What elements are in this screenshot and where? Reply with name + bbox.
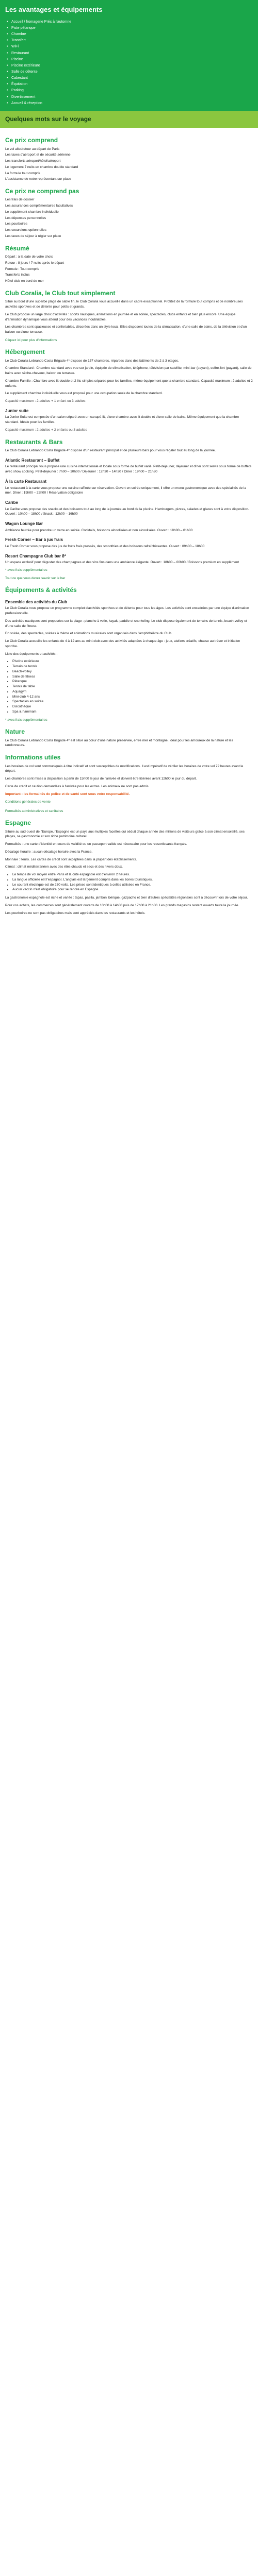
advantage-item: • Restaurant <box>11 50 253 57</box>
equipment-section <box>5 586 253 722</box>
price-section <box>5 187 253 239</box>
accommodation-heading: Hébergement <box>5 348 45 356</box>
price-section-heading: Résumé <box>5 244 29 252</box>
info-heading: Informations utiles <box>5 754 61 761</box>
price-section-line: L'assistance de notre représentant sur place <box>5 177 71 181</box>
equipment-heading: Équipements & activités <box>5 586 77 594</box>
equipment-list <box>5 659 253 714</box>
price-section-line: Formule : Tout compris <box>5 267 39 271</box>
equipment-item: • Spectacles en soirée <box>12 699 253 704</box>
restaurant-text: Le restaurant à la carte vous propose une cuisine raffinée sur réservation. Ouvert en soirée uniquement, il offre un menu gastronomique avec des spécialités de la mer. Dîner : 19h00 – 22h00 / Réservation obligatoire <box>5 486 246 495</box>
equipment-item: • Salle de fitness <box>12 674 253 680</box>
nature-text: Le Club Coralia Lebrando Costa Brigade 4* est situé au cœur d'une nature préservée, entre mer et montagne. Idéal pour les amoureux de la nature et les randonneurs. <box>5 738 233 748</box>
restaurants-back-link[interactable]: Tout ce que vous devez savoir sur le bar <box>5 576 66 580</box>
equipment-subheading: Ensemble des activités du Club <box>5 599 68 604</box>
junior-suite-heading: Junior suite <box>5 408 29 413</box>
equipment-item: • Terrain de tennis <box>12 664 253 669</box>
equipment-list-intro: Liste des équipements et activités : <box>5 652 58 656</box>
accommodation-paragraph: Le supplément chambre individuelle vous est proposé pour une occupation seule de la chambre standard. <box>5 392 163 396</box>
price-section-line: La formule tout compris <box>5 171 40 175</box>
advantage-item: • WiFi <box>11 44 253 50</box>
spain-paragraph: Formalités : une carte d'identité en cours de validité ou un passeport valide est nécessaire pour les ressortissants français. <box>5 842 187 846</box>
price-section-line: Hôtel club en bord de mer <box>5 279 44 283</box>
advantage-item: • Piste pétanque <box>11 25 253 31</box>
club-more-link[interactable]: Cliquez ici pour plus d'informations <box>5 338 57 342</box>
restaurants-heading: Restaurants & Bars <box>5 438 63 446</box>
spain-section <box>5 819 253 916</box>
price-section-line: Le logement 7 nuits en chambre double standard <box>5 165 78 169</box>
price-section <box>5 244 253 284</box>
equipment-note: * avec frais supplémentaires <box>5 718 47 722</box>
spain-bullet: • La langue officielle est l'espagnol. L'anglais est largement compris dans les zones touristiques. <box>12 877 253 883</box>
price-section-line: Les taxes de séjour à régler sur place <box>5 234 61 238</box>
spain-closing: La gastronomie espagnole est riche et variée : tapas, paella, jambon ibérique, gazpacho et bien d'autres spécialités régionales sont à découvrir lors de votre séjour. <box>5 896 248 900</box>
equipment-item: • Spa & hammam <box>12 709 253 715</box>
advantage-item: • Équitation <box>11 81 253 88</box>
equipment-paragraph: Le Club Coralia vous propose un programme complet d'activités sportives et de détente pour tous les âges. Les activités sont encadrées par une équipe d'animation professionnelle. <box>5 606 249 616</box>
junior-suite-capacity: Capacité maximum : 2 adultes + 2 enfants ou 3 adultes <box>5 428 87 432</box>
advantage-item: • Divertissement <box>11 94 253 100</box>
advantage-item: • Piscine <box>11 57 253 63</box>
restaurant-text: Le Caribe vous propose des snacks et des boissons tout au long de la journée au bord de la piscine. Hamburgers, pizzas, salades et glaces sont à votre disposition. Ouvert : 10h00 – 18h00 / Snack : 12h00 – 16h00 <box>5 507 249 516</box>
restaurant-title: Atlantic Restaurant – Buffet <box>5 457 60 463</box>
kids-club-text: Le Club Coralia accueille les enfants de 4 à 12 ans au mini-club avec des activités adaptées à chaque âge : jeux, ateliers créatifs, chasse au trésor et initiation sportive. <box>5 639 240 648</box>
advantage-item: • Chambre <box>11 31 253 38</box>
price-section-line: Les pourboires <box>5 222 27 226</box>
info-section <box>5 753 253 814</box>
price-section-line: Transferts inclus <box>5 273 30 277</box>
advantages-band <box>0 0 258 111</box>
price-section-heading: Ce prix comprend <box>5 137 58 144</box>
price-section <box>5 136 253 182</box>
spain-paragraph: Monnaie : l'euro. Les cartes de crédit sont acceptées dans la plupart des établissements. <box>5 857 137 861</box>
price-section-line: Les excursions optionnelles <box>5 228 46 232</box>
spain-bullet: • Aucun vaccin n'est obligatoire pour se rendre en Espagne. <box>12 887 253 892</box>
price-section-line: Les frais de dossier <box>5 198 35 202</box>
restaurant-list <box>5 457 253 565</box>
formalities-link[interactable]: Formalités administratives et sanitaires <box>5 809 63 813</box>
nature-section <box>5 727 253 748</box>
equipment-item: • Piscine extérieure <box>12 659 253 664</box>
restaurant-text: Le Fresh Corner vous propose des jus de fruits frais pressés, des smoothies et des boissons rafraîchissantes. Ouvert : 09h00 – 18h00 <box>5 545 205 549</box>
spain-paragraph: Décalage horaire : aucun décalage horaire avec la France. <box>5 850 93 854</box>
trip-strip-title: Quelques mots sur le voyage <box>5 115 91 123</box>
equipment-item: • Mini-club 4-12 ans <box>12 694 253 700</box>
spain-heading: Espagne <box>5 819 31 827</box>
restaurants-note: * avec frais supplémentaires <box>5 568 47 572</box>
accommodation-paragraph: Chambre Famille : Chambre avec lit double et 2 lits simples séparés pour les familles, même équipement que la chambre standard. Capacité maximum : 2 adultes et 2 enfants. <box>5 379 253 388</box>
restaurants-intro: Le Club Coralia Lebrando Costa Brigade 4* dispose d'un restaurant principal et de plusieurs bars pour vous régaler tout au long de la journée. <box>5 449 216 453</box>
restaurant-text: Le restaurant principal vous propose une cuisine internationale et locale sous forme de buffet varié. Petit-déjeuner, déjeuner et dîner sont servis sous forme de buffets avec show cooking. Petit-déjeuner : 7h00 – 10h00 / Déjeuner : 12h30 – 14h30 / Dîner : 19h00 – 21h30 <box>5 465 252 474</box>
advantage-item: • Cabestant <box>11 75 253 81</box>
main-content <box>0 128 258 925</box>
price-section-line: Les transferts aéroport/hôtel/aéroport <box>5 159 61 163</box>
restaurant-title: Wagon Lounge Bar <box>5 521 43 527</box>
price-section-line: Le vol aller/retour au départ de Paris <box>5 147 60 151</box>
advantages-title: Les avantages et équipements <box>5 6 103 13</box>
price-section-line: Le supplément chambre individuelle <box>5 210 59 214</box>
price-section-line: Retour : 8 jours / 7 nuits après le départ <box>5 261 64 265</box>
equipment-item: • Aquagym <box>12 689 253 694</box>
advantage-item: • Accueil / fromagerie Prés à l'automne <box>11 19 253 25</box>
equipment-paragraph: En soirée, des spectacles, soirées à thème et animations musicales sont organisés dans l'amphithéâtre du Club. <box>5 632 172 636</box>
equipment-item: • Discothèque <box>12 704 253 709</box>
spain-closing: Pour vos achats, les commerces sont généralement ouverts de 10h00 à 14h00 puis de 17h00 à 21h00. Les grands magasins restent ouverts toute la journée. <box>5 903 239 907</box>
advantage-item: • Accueil & réception <box>11 100 253 107</box>
club-paragraph: Le Club propose un large choix d'activités : sports nautiques, animations en journée et en soirée, spectacles, clubs enfants et bien plus encore. Une équipe d'animation dynamique vous attend pour des vacances inoubliables. <box>5 312 236 321</box>
info-paragraph: Les chambres sont mises à disposition à partir de 15h00 le jour de l'arrivée et doivent être libérées avant 12h00 le jour du départ. <box>5 777 197 781</box>
club-paragraph: Situé au bord d'une superbe plage de sable fin, le Club Coralia vous accueille dans un cadre exceptionnel. Profitez de la formule tout compris et de nombreuses activités sportives et de détente pour petits et grands. <box>5 300 243 309</box>
advantage-item: • Transfert <box>11 38 253 44</box>
spain-bullet-list <box>5 872 253 892</box>
price-section-line: Les assurances complémentaires facultatives <box>5 204 73 208</box>
restaurant-title: Caribe <box>5 500 18 505</box>
accommodation-intro: Le Club Coralia Lebrando Costa Brigade 4* dispose de 157 chambres, réparties dans des bâtiments de 2 à 3 étages. <box>5 359 179 363</box>
price-section-line: Les dépenses personnelles <box>5 216 46 220</box>
accommodation-section <box>5 348 253 432</box>
spain-bullet: • Le courant électrique est de 230 volts. Les prises sont identiques à celles utilisées en France. <box>12 883 253 888</box>
info-paragraph: Les horaires de vol sont communiqués à titre indicatif et sont susceptibles de modifications. Il est impératif de vérifier les horaires de votre vol 72 heures avant le départ. <box>5 764 244 773</box>
accommodation-paragraph: Chambre Standard : Chambre standard avec vue sur jardin, équipée de climatisation, téléphone, télévision par satellite, mini-bar (payant), coffre-fort (payant), salle de bains avec sèche-cheveux, balcon ou terrasse. <box>5 366 252 376</box>
accommodation-capacity: Capacité maximum : 2 adultes + 1 enfant ou 3 adultes <box>5 399 86 403</box>
info-warning: Important : les formalités de police et de santé sont sous votre responsabilité. <box>5 792 130 796</box>
equipment-item: • Beach-volley <box>12 669 253 674</box>
advantage-item: • Salle de détente <box>11 69 253 75</box>
terms-link[interactable]: Conditions générales de vente <box>5 800 51 804</box>
price-sections <box>5 136 253 284</box>
restaurant-text: Un espace exclusif pour déguster des champagnes et des vins fins dans une ambiance élégante. Ouvert : 18h00 – 00h00 / Boissons premium en supplément <box>5 561 239 565</box>
spain-bullet: • Le temps de vol moyen entre Paris et la côte espagnole est d'environ 2 heures. <box>12 872 253 877</box>
trip-strip <box>0 111 258 128</box>
price-section-line: Les taxes d'aéroport et de sécurité aérienne <box>5 153 71 157</box>
club-heading: Club Coralia, le Club tout simplement <box>5 289 116 297</box>
price-section-line: Départ : à la date de votre choix <box>5 255 53 259</box>
restaurants-section <box>5 438 253 581</box>
restaurant-title: À la carte Restaurant <box>5 479 47 484</box>
junior-suite-text: La Junior Suite est composée d'un salon séparé avec un canapé-lit, d'une chambre avec lit double et d'une salle de bains. Même équipement que la chambre standard. Idéale pour les familles. <box>5 415 239 425</box>
club-paragraph: Les chambres sont spacieuses et confortables, décorées dans un style local. Elles disposent toutes de la climatisation, d'une salle de bains, de la télévision et d'un balcon ou d'une terrasse. <box>5 325 247 334</box>
spain-paragraph: Située au sud-ouest de l'Europe, l'Espagne est un pays aux multiples facettes qui séduit chaque année des millions de visiteurs grâce à son climat ensoleillé, ses plages, sa gastronomie et son riche patrimoine culturel. <box>5 829 245 839</box>
page <box>0 0 258 925</box>
restaurant-text: Ambiance feutrée pour prendre un verre en soirée. Cocktails, boissons alcoolisées et non alcoolisées. Ouvert : 18h00 – 01h00 <box>5 528 193 532</box>
equipment-item: • Tennis de table <box>12 684 253 689</box>
advantage-item: • Piscine extérieure <box>11 63 253 69</box>
price-section-heading: Ce prix ne comprend pas <box>5 188 79 195</box>
spain-paragraph: Climat : climat méditerranéen avec des étés chauds et secs et des hivers doux. <box>5 865 123 869</box>
equipment-paragraph: Des activités nautiques sont proposées sur la plage : planche à voile, kayak, paddle et snorkeling. Le club dispose également de terrains de tennis, beach-volley et d'une salle de fitness. <box>5 619 247 628</box>
equipment-item: • Pétanque <box>12 679 253 684</box>
info-paragraph: Carte de crédit et caution demandées à l'arrivée pour les extras. Les animaux ne sont pas admis. <box>5 784 150 788</box>
restaurant-title: Fresh Corner – Bar à jus frais <box>5 537 63 543</box>
restaurant-title: Resort Champagne Club bar 8* <box>5 553 66 558</box>
nature-heading: Nature <box>5 728 25 736</box>
bottom-spacer <box>5 921 253 925</box>
advantage-item: • Parking <box>11 88 253 94</box>
advantages-list <box>0 18 258 111</box>
spain-closing: Les pourboires ne sont pas obligatoires mais sont appréciés dans les restaurants et les hôtels. <box>5 911 146 915</box>
club-section <box>5 289 253 343</box>
